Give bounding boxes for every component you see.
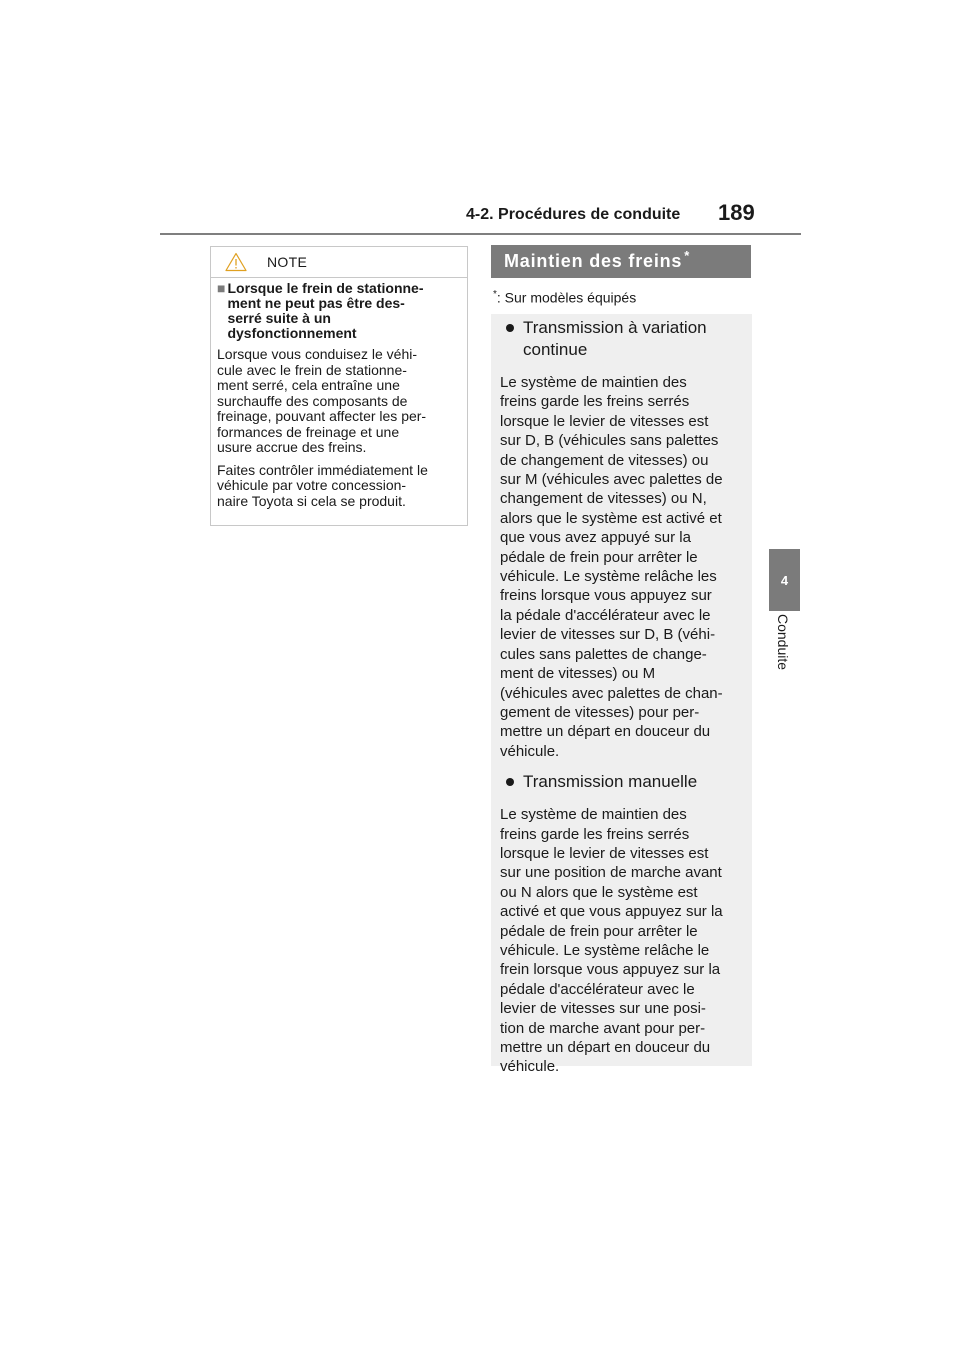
- section-heading: 4-2. Procédures de conduite: [466, 206, 681, 223]
- text-line: pédale d'accélérateur avec le: [500, 980, 695, 998]
- text-line: continue: [523, 340, 588, 359]
- note-subheading: [217, 281, 461, 341]
- header-divider: [160, 233, 801, 235]
- text-line: changement de vitesses) ou N,: [500, 490, 707, 508]
- text-line: gement de vitesses) pour per-: [500, 703, 700, 721]
- text-line: véhicule.: [500, 1058, 560, 1076]
- text-line: levier de vitesses sur une posi-: [500, 1000, 706, 1018]
- note-paragraph-1: [217, 347, 461, 456]
- text-line: pédale de frein pour arrêter le: [500, 548, 698, 566]
- text-line: freins garde les freins serrés: [500, 393, 690, 411]
- chapter-number: 4: [780, 572, 789, 588]
- text-line: serré suite à un: [227, 310, 331, 326]
- text-line: Le système de maintien des: [500, 374, 687, 391]
- text-line: mettre un départ en douceur du: [500, 723, 711, 741]
- text-line: Transmission manuelle: [523, 772, 698, 792]
- text-line: lorsque le levier de vitesses est: [500, 844, 709, 862]
- text-line: sur une position de marche avant: [500, 864, 722, 882]
- section-title-banner: [491, 245, 751, 278]
- text-line: Faites contrôler immédiatement le: [217, 461, 428, 478]
- note-subheading-text: [227, 281, 423, 341]
- item-text-cvt: [500, 373, 744, 761]
- square-bullet-icon: ■: [217, 280, 226, 296]
- text-line: mettre un départ en douceur du: [500, 1039, 711, 1056]
- text-line: activé et que vous appuyez sur la: [500, 903, 723, 921]
- text-line: cules sans palettes de change-: [500, 645, 707, 663]
- text-line: naire Toyota si cela se produit.: [217, 492, 406, 509]
- text-line: Transmission à variation: [523, 318, 707, 337]
- text-line: sur D, B (véhicules sans palettes: [500, 432, 719, 450]
- text-line: pédale de frein pour arrêter le: [500, 922, 698, 940]
- text-line: levier de vitesses sur D, B (véhi-: [500, 626, 716, 644]
- text-line: ment de vitesses) ou M: [500, 665, 656, 683]
- bullet-icon: [506, 778, 514, 786]
- text-line: lorsque le levier de vitesses est: [500, 412, 709, 430]
- text-line: (véhicules avec palettes de chan-: [500, 684, 723, 702]
- text-line: ment serré, cela entraîne une: [217, 377, 400, 393]
- chapter-tab[interactable]: [769, 549, 800, 611]
- bullet-icon: [506, 324, 514, 332]
- text-line: frein lorsque vous appuyez sur la: [500, 961, 721, 979]
- chapter-label: Conduite: [775, 614, 791, 671]
- text-line: véhicule par votre concession-: [217, 477, 407, 493]
- text-line: freins garde les freins serrés: [500, 825, 690, 843]
- text-line: freins lorsque vous appuyez sur: [500, 587, 712, 605]
- text-line: Lorsque vous conduisez le véhi-: [217, 346, 418, 362]
- text-line: formances de freinage et une: [217, 423, 400, 440]
- text-line: usure accrue des freins.: [217, 439, 367, 455]
- text-line: véhicule. Le système relâche le: [500, 941, 710, 959]
- text-line: surchauffe des composants de: [217, 392, 408, 409]
- text-line: dysfonctionnement: [227, 325, 357, 341]
- text-line: ou N alors que le système est: [500, 883, 698, 901]
- note-header: [211, 247, 467, 278]
- note-paragraph-2: [217, 463, 461, 510]
- footnote-mark: *: [493, 289, 497, 300]
- item-heading-cvt: [500, 317, 744, 361]
- item-heading-text: [523, 317, 707, 361]
- text-line: que vous avez appuyé sur la: [500, 529, 691, 547]
- warning-triangle-icon: [225, 252, 247, 272]
- item-heading-text: [523, 771, 697, 793]
- text-line: cule avec le frein de stationne-: [217, 361, 407, 378]
- text-line: freinage, pouvant affecter les per-: [217, 408, 427, 424]
- text-line: la pédale d'accélérateur avec le: [500, 606, 711, 624]
- footnote-text: : Sur modèles équipés: [496, 289, 637, 306]
- note-box: [210, 246, 468, 526]
- note-title: NOTE: [267, 254, 308, 270]
- text-line: Lorsque le frein de stationne-: [227, 280, 424, 296]
- section-title: Maintien des freins: [504, 251, 683, 271]
- info-panel: [491, 314, 752, 1076]
- text-line: de changement de vitesses) ou: [500, 451, 709, 469]
- page-number: 189: [718, 200, 755, 225]
- text-line: tion de marche avant pour per-: [500, 1019, 706, 1037]
- availability-footnote: [493, 289, 636, 306]
- text-line: alors que le système est activé et: [500, 509, 722, 527]
- text-line: Le système de maintien des: [500, 806, 687, 824]
- section-title-mark: *: [684, 248, 691, 263]
- note-body: [211, 278, 467, 509]
- text-line: véhicule.: [500, 742, 560, 760]
- text-line: ment ne peut pas être des-: [227, 295, 405, 311]
- text-line: sur M (véhicules avec palettes de: [500, 471, 723, 489]
- item-heading-manual: [500, 771, 744, 793]
- item-text-manual: [500, 805, 744, 1077]
- text-line: véhicule. Le système relâche les: [500, 568, 717, 586]
